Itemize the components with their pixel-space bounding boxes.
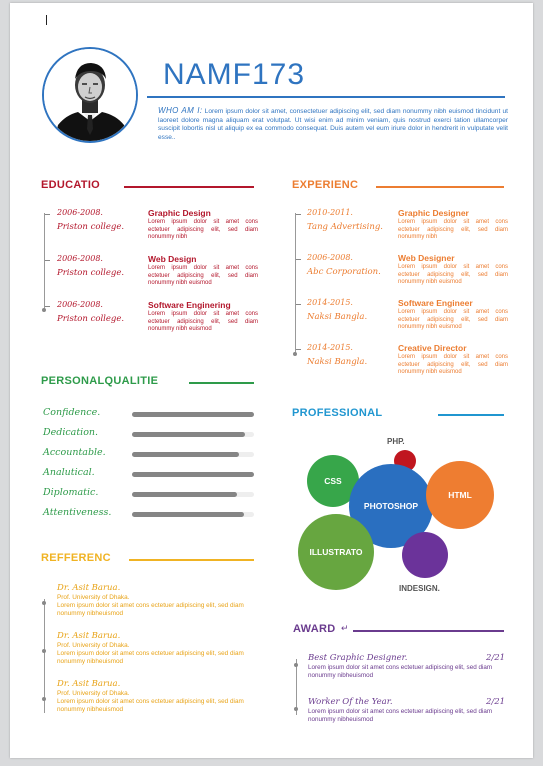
education-job: Software Enginering [148,300,231,310]
award-line [353,630,504,632]
education-date: 2006-2008. [57,254,103,263]
person-name: NAMF173 [163,58,306,91]
award-desc: Lorem ipsum dolor sit amet cons ectetuer adipiscing elit, sed diam nonummy nibheuismod [308,664,493,679]
experience-job: Graphic Designer [398,208,469,218]
who-am-i-text: Lorem ipsum dolor sit amet, consectetuer adipiscing elit, sed diam nonummy nibh euismod tincidunt ut laoreet dolore magna aliquam erat volutpat. Ut wisi enim ad minim veniam, quis nostrud exerci tation ullamcorper suscipit lobortis nisl ut aliquip ex ea commodo consequat. Duis autem vel eum iriure dolor in hendrerit in vulputate velit esse.. [158,108,508,141]
quality-bar-fill [132,492,237,497]
reference-desc: Lorem ipsum dolor sit amet cons ectetuer adipiscing elit, sed diam nonummy nibheuismod [57,602,244,617]
experience-date: 2014-2015. [307,298,353,307]
education-place: Priston college. [57,268,125,278]
education-job: Web Design [148,254,197,264]
quality-bar-track [132,432,254,437]
quality-bar-fill [132,472,254,477]
professional-title: PROFESSIONAL [292,407,383,419]
personal-title: PERSONALQUALITIE [41,375,159,387]
timeline-tick [296,214,301,215]
skill-label-illustrator: ILLUSTRATO [309,547,363,557]
reference-desc: Lorem ipsum dolor sit amet cons ectetuer adipiscing elit, sed diam nonummy nibheuismod [57,650,244,665]
professional-line [438,414,504,416]
quality-label: Diplomatic. [43,487,99,498]
experience-place: Tang Advertising. [307,222,384,232]
timeline-dot [294,663,298,667]
quality-label: Attentiveness. [43,507,112,518]
quality-bar-fill [132,512,244,517]
quality-bar-track [132,472,254,477]
education-place: Priston college. [57,314,125,324]
quality-bar-track [132,452,254,457]
experience-place: Naksi Bangla. [307,312,368,322]
timeline-end-dot [293,352,297,356]
reference-title: REFFERENC [41,552,111,564]
personal-line [189,382,254,384]
profile-photo [42,47,138,143]
quality-label: Analutical. [43,467,95,478]
reference-org: Prof. University of Dhaka. [57,642,130,649]
experience-date: 2014-2015. [307,343,353,352]
award-year: 2/21 [486,653,506,663]
timeline-end-dot [42,308,46,312]
award-year: 2/21 [486,697,506,707]
quality-label: Dedication. [43,427,99,438]
who-am-i-title: WHO AM I: [158,106,203,115]
experience-desc: Lorem ipsum dolor sit amet cons ectetuer adipiscing elit, sed diam nonummy nibh euismod [398,264,508,286]
reference-timeline [44,599,45,713]
award-desc: Lorem ipsum dolor sit amet cons ectetuer adipiscing elit, sed diam nonummy nibheuismod [308,708,493,723]
timeline-dot [42,601,46,605]
experience-desc: Lorem ipsum dolor sit amet cons ectetuer adipiscing elit, sed diam nonummy nibh euismod [398,354,508,376]
award-name: Worker Of the Year. [308,697,393,707]
timeline-dot [294,707,298,711]
quality-bar-track [132,512,254,517]
skill-bubble-illustrator [298,514,374,590]
who-am-i-block [158,107,508,142]
experience-place: Naksi Bangla. [307,357,368,367]
education-line [124,186,254,188]
portrait-image [44,49,136,141]
education-place: Priston college. [57,222,125,232]
experience-timeline [295,213,296,355]
education-desc: Lorem ipsum dolor sit amet cons ectetuer adipiscing elit, sed diam nonummy nibh [148,219,258,241]
resume-page [10,3,533,758]
text-cursor [46,15,47,25]
experience-job: Web Designer [398,253,455,263]
experience-job: Software Engineer [398,298,473,308]
quality-bar-fill [132,432,245,437]
quality-bar-track [132,492,254,497]
timeline-dot [42,697,46,701]
timeline-tick [296,259,301,260]
skill-bubble-indesign [402,532,448,578]
reference-name: Dr. Asit Barua. [57,631,121,641]
reference-name: Dr. Asit Barua. [57,679,121,689]
timeline-tick [45,214,50,215]
education-timeline [44,213,45,311]
award-name: Best Graphic Designer. [308,653,408,663]
experience-job: Creative Director [398,343,467,353]
skill-label-css: CSS [324,476,342,486]
education-job: Graphic Design [148,208,211,218]
experience-title: EXPERIENC [292,179,359,191]
experience-date: 2010-2011. [307,208,353,217]
education-title: EDUCATIO [41,179,101,191]
award-title: AWARD [293,623,336,635]
education-date: 2006-2008. [57,300,103,309]
skill-label-indesign: INDESIGN. [399,584,440,593]
paragraph-mark-icon: ↵ [341,623,349,633]
experience-place: Abc Corporation. [307,267,381,277]
skill-label-html: HTML [448,490,472,500]
skill-label-photoshop: PHOTOSHOP [363,501,419,511]
quality-bar-fill [132,452,239,457]
timeline-tick [296,349,301,350]
timeline-tick [45,306,50,307]
experience-desc: Lorem ipsum dolor sit amet cons ectetuer adipiscing elit, sed diam nonummy nibh [398,219,508,241]
skill-label-php: PHP. [387,437,405,446]
quality-label: Accountable. [43,447,106,458]
timeline-dot [42,649,46,653]
education-desc: Lorem ipsum dolor sit amet cons ectetuer adipiscing elit, sed diam nonummy nibh euismod [148,265,258,287]
quality-bar-fill [132,412,254,417]
quality-bar-track [132,412,254,417]
reference-line [129,559,254,561]
skill-bubble-html [426,461,494,529]
name-underline [147,96,505,98]
experience-line [376,186,504,188]
reference-name: Dr. Asit Barua. [57,583,121,593]
timeline-tick [296,304,301,305]
reference-desc: Lorem ipsum dolor sit amet cons ectetuer adipiscing elit, sed diam nonummy nibheuismod [57,698,244,713]
experience-date: 2006-2008. [307,253,353,262]
timeline-tick [45,260,50,261]
education-desc: Lorem ipsum dolor sit amet cons ectetuer adipiscing elit, sed diam nonummy nibh euismod [148,311,258,333]
education-date: 2006-2008. [57,208,103,217]
reference-org: Prof. University of Dhaka. [57,594,130,601]
experience-desc: Lorem ipsum dolor sit amet cons ectetuer adipiscing elit, sed diam nonummy nibh euismod [398,309,508,331]
reference-org: Prof. University of Dhaka. [57,690,130,697]
quality-label: Confidence. [43,407,101,418]
